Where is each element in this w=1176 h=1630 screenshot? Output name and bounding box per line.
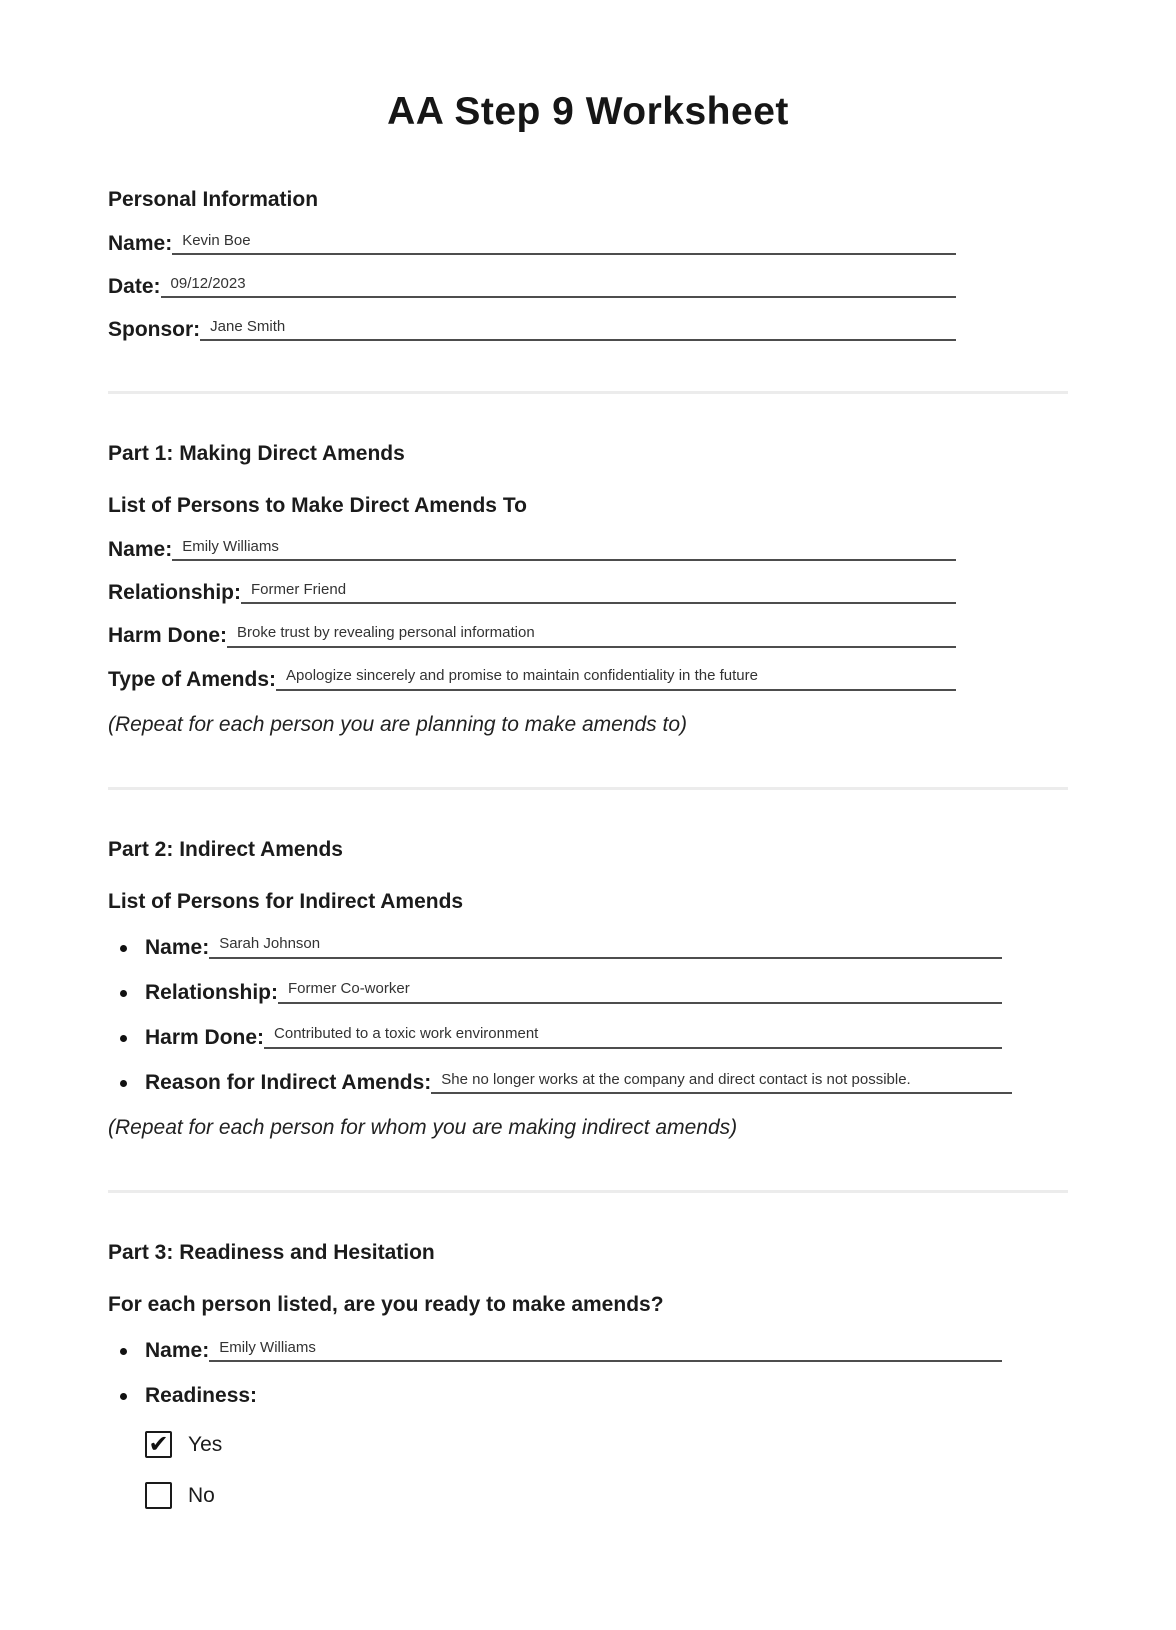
part1-repeat-note: (Repeat for each person you are planning to make amends to)	[108, 712, 688, 736]
part3-question: For each person listed, are you ready to make amends?	[108, 1293, 664, 1317]
personal-info-heading: Personal Information	[108, 188, 319, 211]
part1-relationship-label: Relationship:	[108, 581, 242, 605]
part1-name-value[interactable]: Emily Williams	[172, 539, 956, 562]
bullet-icon	[120, 1035, 127, 1042]
field-date-label: Date:	[108, 275, 161, 299]
part1-field-relationship	[108, 581, 956, 604]
part1-subheading: List of Persons to Make Direct Amends To	[108, 494, 527, 518]
part3-list	[108, 1339, 1068, 1407]
field-sponsor	[108, 318, 956, 341]
field-name-label: Name:	[108, 232, 173, 255]
field-date-value[interactable]: 09/12/2023	[161, 276, 956, 299]
part2-item-name	[108, 936, 1002, 959]
part3-name-value[interactable]: Emily Williams	[209, 1340, 1002, 1363]
section-divider	[108, 1190, 1068, 1193]
no-checkbox-label: No	[188, 1483, 215, 1507]
part1-type-of-amends-label: Type of Amends:	[108, 667, 277, 691]
part2-name-value[interactable]: Sarah Johnson	[209, 936, 1002, 959]
field-name	[108, 232, 956, 255]
part2-relationship-label: Relationship:	[145, 980, 279, 1004]
field-sponsor-label: Sponsor:	[108, 318, 201, 342]
part2-name-label: Name:	[145, 935, 210, 959]
yes-checkbox-label: Yes	[188, 1432, 223, 1456]
part2-item-reason	[108, 1071, 1012, 1094]
part1-field-type-of-amends	[108, 668, 956, 691]
page-title: AA Step 9 Worksheet	[387, 90, 789, 133]
part2-repeat-note: (Repeat for each person for whom you are making indirect amends)	[108, 1116, 738, 1140]
part3-readiness-label: Readiness:	[145, 1384, 258, 1408]
part2-harm-done-label: Harm Done:	[145, 1025, 265, 1049]
part2-reason-label: Reason for Indirect Amends:	[145, 1070, 432, 1094]
field-name-value[interactable]: Kevin Boe	[172, 233, 956, 256]
part1-heading: Part 1: Making Direct Amends	[108, 442, 405, 466]
part2-item-harm-done	[108, 1026, 1002, 1049]
bullet-icon	[120, 1348, 127, 1355]
part2-subheading: List of Persons for Indirect Amends	[108, 889, 464, 913]
part3-item-readiness	[108, 1384, 1068, 1407]
part1-harm-done-label: Harm Done:	[108, 624, 228, 648]
part2-heading: Part 2: Indirect Amends	[108, 837, 343, 861]
readiness-option-yes	[145, 1431, 1068, 1458]
readiness-option-no	[145, 1482, 1068, 1509]
part1-section	[108, 538, 1068, 690]
field-sponsor-value[interactable]: Jane Smith	[200, 319, 956, 342]
section-divider	[108, 787, 1068, 790]
part2-item-relationship	[108, 981, 1002, 1004]
no-checkbox[interactable]	[145, 1482, 172, 1509]
part3-name-label: Name:	[145, 1339, 210, 1363]
part1-harm-done-value[interactable]: Broke trust by revealing personal information	[227, 625, 956, 648]
bullet-icon	[120, 990, 127, 997]
part1-name-label: Name:	[108, 538, 173, 562]
part2-relationship-value[interactable]: Former Co-worker	[278, 981, 1002, 1004]
bullet-icon	[120, 1393, 127, 1400]
bullet-icon	[120, 945, 127, 952]
part2-harm-done-value[interactable]: Contributed to a toxic work environment	[264, 1026, 1002, 1049]
field-date	[108, 275, 956, 298]
part3-item-name	[108, 1339, 1002, 1362]
section-divider	[108, 391, 1068, 394]
part2-reason-value[interactable]: She no longer works at the company and direct contact is not possible.	[431, 1072, 1012, 1095]
personal-info-section	[108, 232, 1068, 341]
yes-checkbox[interactable]: ✔	[145, 1431, 172, 1458]
bullet-icon	[120, 1080, 127, 1087]
part1-relationship-value[interactable]: Former Friend	[241, 582, 956, 605]
part3-heading: Part 3: Readiness and Hesitation	[108, 1241, 435, 1265]
part1-field-harm-done	[108, 624, 956, 647]
part1-field-name	[108, 538, 956, 561]
part1-type-of-amends-value[interactable]: Apologize sincerely and promise to maintain confidentiality in the future	[276, 668, 956, 691]
part2-list	[108, 936, 1068, 1094]
